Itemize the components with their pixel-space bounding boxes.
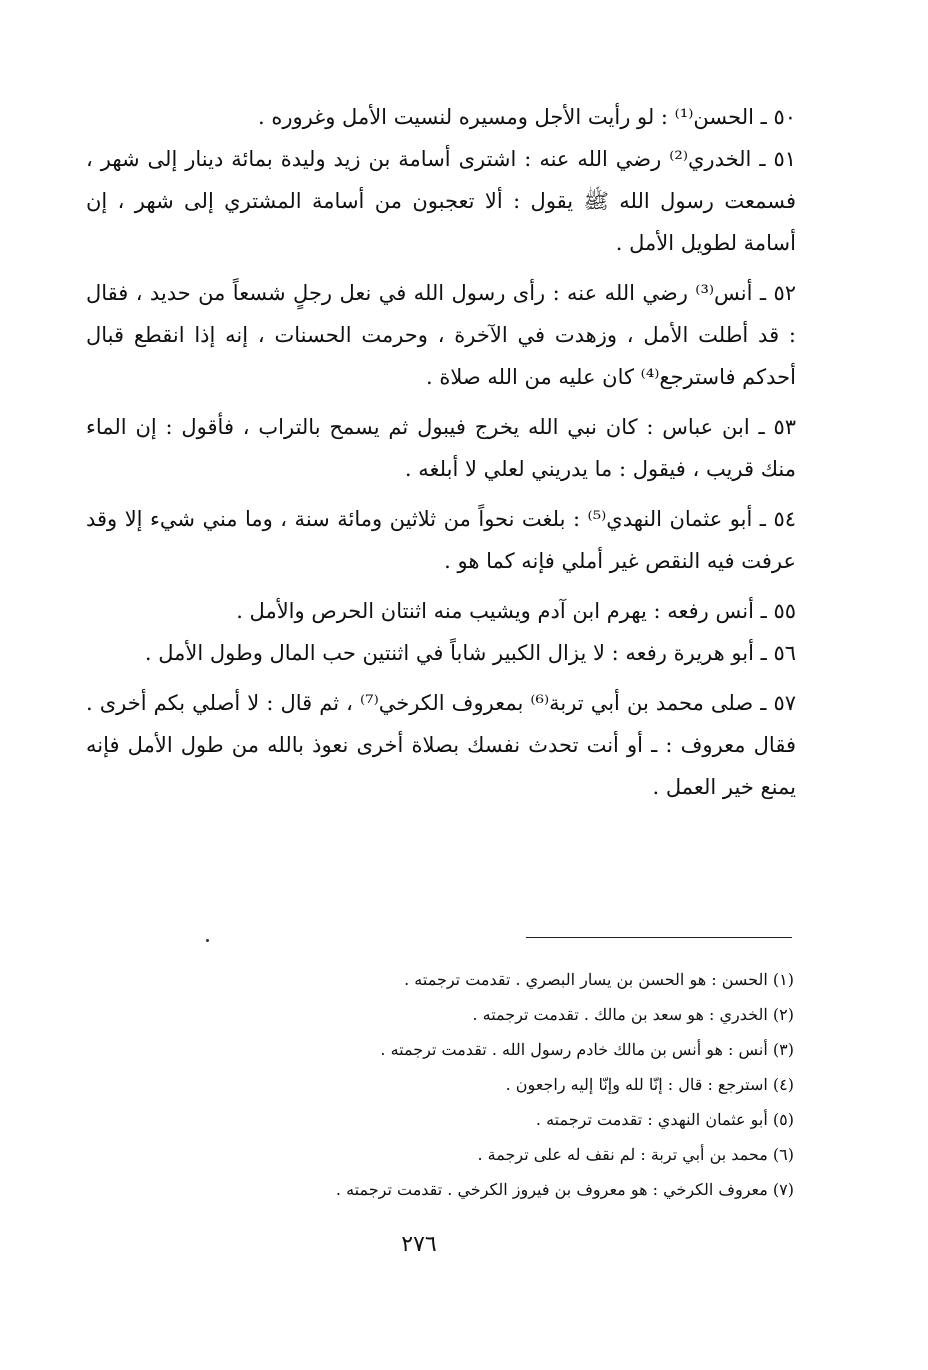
footnote-2: (٢) الخدري : هو سعد بن مالك . تقدمت ترجمته . xyxy=(472,1005,794,1024)
paragraph-50: ٥٠ ـ الحسن⁽¹⁾ : لو رأيت الأجل ومسيره لنسيت الأمل وغروره . xyxy=(258,105,796,129)
footnote-6: (٦) محمد بن أبي تربة : لم نقف له على ترجمة . xyxy=(477,1145,794,1164)
footnote-1: (١) الحسن : هو الحسن بن يسار البصري . تقدمت ترجمته . xyxy=(404,970,794,989)
paragraph-53: ٥٣ ـ ابن عباس : كان نبي الله يخرج فيبول ثم يسمح بالتراب ، فأقول : إن الماء منك قريب ، فيقول : ما يدريني لعلي لا أبلغه . xyxy=(86,415,796,481)
paragraph-55: ٥٥ ـ أنس رفعه : يهرم ابن آدم ويشيب منه اثنتان الحرص والأمل . xyxy=(236,599,796,623)
footnote-5: (٥) أبو عثمان النهدي : تقدمت ترجمته . xyxy=(535,1110,794,1129)
main-text xyxy=(86,96,796,816)
footnote-separator xyxy=(526,937,792,938)
footnote-7: (٧) معروف الكرخي : هو معروف بن فيروز الكرخي . تقدمت ترجمته . xyxy=(335,1180,794,1199)
footnote-4: (٤) استرجع : قال : إنّا لله وإنّا إليه راجعون . xyxy=(505,1075,794,1094)
footnote-3: (٣) أنس : هو أنس بن مالك خادم رسول الله . تقدمت ترجمته . xyxy=(380,1040,794,1059)
paragraph-54: ٥٤ ـ أبو عثمان النهدي⁽⁵⁾ : بلغت نحواً من ثلاثين ومائة سنة ، وما مني شيء إلا وقد عرفت فيه النقص غير أملي فإنه كما هو . xyxy=(86,507,796,573)
paragraph-57: ٥٧ ـ صلى محمد بن أبي تربة⁽⁶⁾ بمعروف الكرخي⁽⁷⁾ ، ثم قال : لا أصلي بكم أخرى . فقال معروف : ـ أو أنت تحدث نفسك بصلاة أخرى نعوذ بالله من طول الأمل فإنه يمنع خير العمل . xyxy=(86,691,797,799)
ink-speck xyxy=(206,939,209,942)
paragraph-56: ٥٦ ـ أبو هريرة رفعه : لا يزال الكبير شاباً في اثنتين حب المال وطول الأمل . xyxy=(144,641,796,665)
paragraph-52: ٥٢ ـ أنس⁽³⁾ رضي الله عنه : رأى رسول الله في نعل رجلٍ شسعاً من حديد ، فقال : قد أطلت الأمل ، وزهدت في الآخرة ، وحرمت الحسنات ، إنه إذا انقطع قبال أحدكم فاسترجع⁽⁴⁾ كان عليه من الله صلاة . xyxy=(86,281,796,389)
paragraph-51: ٥١ ـ الخدري⁽²⁾ رضي الله عنه : اشترى أسامة بن زيد وليدة بمائة دينار إلى شهر ، فسمعت رسول الله ﷺ يقول : ألا تعجبون من أسامة المشتري إلى شهر ، إن أسامة لطويل الأمل . xyxy=(86,147,796,255)
footnotes xyxy=(200,962,794,1207)
page-number: ٢٧٦ xyxy=(401,1232,437,1257)
